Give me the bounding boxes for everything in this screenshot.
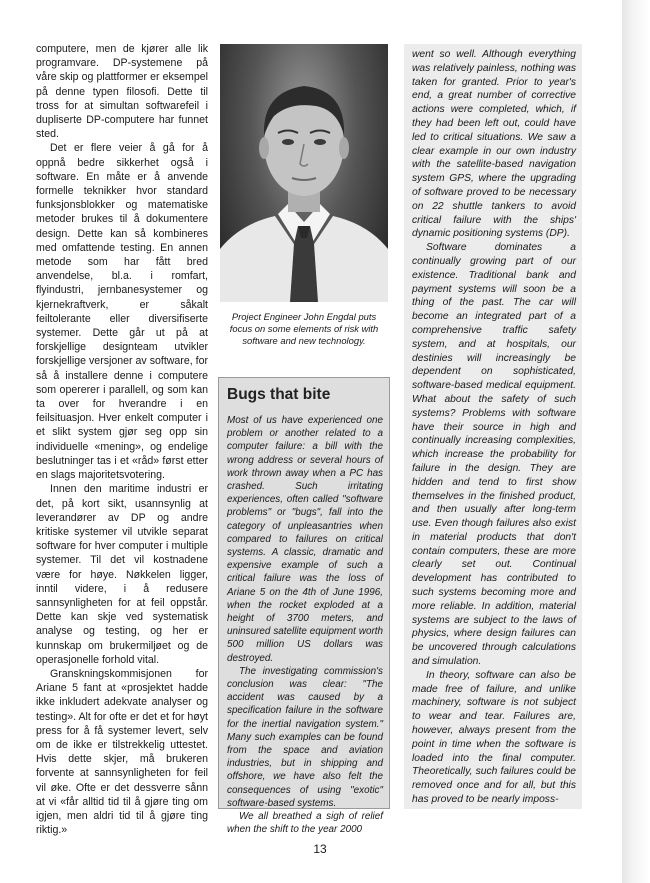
bugs-that-bite-sidebar <box>218 377 390 836</box>
paragraph: We all breathed a sigh of relief when the shift to the year 2000 <box>227 811 383 836</box>
norwegian-text-column <box>36 42 208 837</box>
paragraph: Software dominates a continually growing part of our existence. Traditional bank and payment systems will soon be a thing of the past. The car will become an integrated part of a comprehensive traffic safety system, and at hospitals, our destinies will increasingly be dependent on sophisticated, software-based medical equipment. What about the safety of such systems? Problems with software have their source in high and continually increasing complexities, which increase the probability for failure in the design. They are hidden and tend to first show themselves in the finished product, and then usually after long-term use. Even though failures also exist in material products that don't contain computers, these are more clearly set out. Continual development has contributed to such systems becoming more and more reliable. In addition, material systems are subject to the laws of physics, where design failures can be uncovered through calculations and simulation. <box>412 242 576 668</box>
sidebar-title: Bugs that bite <box>227 386 331 403</box>
photo-caption: Project Engineer John Engdal puts focus on some elements of risk with software and new technology. <box>229 311 379 346</box>
page-number: 13 <box>313 842 327 856</box>
paragraph: Granskningskommisjonen for Ariane 5 fant at «prosjektet hadde ikke inkludert adekvate analyser og testing». Alt for ofte er det et for høyt press for å få systemer levert, selv om de ikke er tilstrekkelig uttestet. Hvis dette skjer, må brukeren forvente at sannsynligheten for feil vil øke. Ofte er det dessverre sånn at vi «får alltid tid til å gjøre ting om igjen, men aldri tid til å gjøre ting riktig.» <box>36 667 208 837</box>
paragraph: The investigating commission's conclusion was clear: "The accident was caused by a specification failure in the software for the inertial navigation system." Many such examples can be found from the space and aviation industries, but in shipping and offshore, we have also felt the consequences of using "exotic" software-based systems. <box>227 665 383 809</box>
paragraph: computere, men de kjører alle lik programvare. DP-systemene på våre skip og plattformer er eksempel på denne typen filosofi. Dette til tross for at simultan softwarefeil i dupliserte DP-computere har funnet sted. <box>36 43 208 141</box>
page-edge-shadow <box>622 0 650 883</box>
paragraph: Most of us have experienced one problem or another related to a computer failure: a bill with the wrong address or several hours of work thrown away when a PC has crashed. Such irritating experiences, often called "software problems" or "bugs", fall into the category of unpleasantries when compared to failures on critical systems. A classic, dramatic and expensive example of such a critical failure was the loss of Ariane 5 on the 4th of June 1996, when the rocket exploded at a height of 3700 meters, and uninsured satellite equipment worth 500 million US dollars was destroyed. <box>227 415 383 664</box>
sidebar-body <box>227 414 383 837</box>
english-text-column <box>404 44 582 809</box>
paragraph: went so well. Although everything was relatively painless, nothing was taken for granted. Prior to year's end, a great number of corrective actions were completed, which, if they had been left out, could have led to critical situations. We saw a clear example in our own industry with the satellite-based navigation system GPS, where the upgrading of software proved to be necessary on 22 shuttle tankers to avoid critical failure with the ships' dynamic positioning systems (DP). <box>412 49 576 240</box>
paragraph: In theory, software can also be made free of failure, and unlike machinery, software is not subject to wear and tear. Failures are, however, always present from the point in time when the software is loaded into the final computer. Theoretically, such failures could be removed once and for all, but this has proved to be nearly imposs- <box>412 669 576 806</box>
paragraph: Det er flere veier å gå for å oppnå bedre sikkerhet også i software. En måte er å anvende formelle teknikker hvor standard funksjonsblokker og matematiske metoder brukes til å dokumentere design. Dette kan så kombineres med omfattende testing. En annen metode som har fått bred anvendelse, bl.a. i romfart, flyindustri, jernbanesystemer og kjernekraftverk, er såkalt feiltolerante eller diversifiserte systemer. Dette går ut på at forskjellige designteam utvikler forskjellige versjoner av software, for så å installere denne i computere som opererer i parallell, og som kan ta over for hverandre i en feilsituasjon. Hver enkelt computer i et slikt system gjør seg opp sin individuelle «mening», og endelige beslutninger tas i et «råd» først etter en slags majoritetsvotering. <box>36 142 208 482</box>
paragraph: Innen den maritime industri er det, på kort sikt, usannsynlig at leverandører av DP og andre kritiske systemer vil utvikle separat software for hver computer i multiple systemer. Til det vil kostnadene være for høye. Nøkkelen ligger, inntil videre, i å redusere sannsynligheten for at feil oppstår. Dette kan skje ved systematisk analyse og testing, og her er kunnskap om brukermiljøet og de operasjonelle forhold vital. <box>36 483 208 666</box>
portrait-photo <box>220 44 388 302</box>
